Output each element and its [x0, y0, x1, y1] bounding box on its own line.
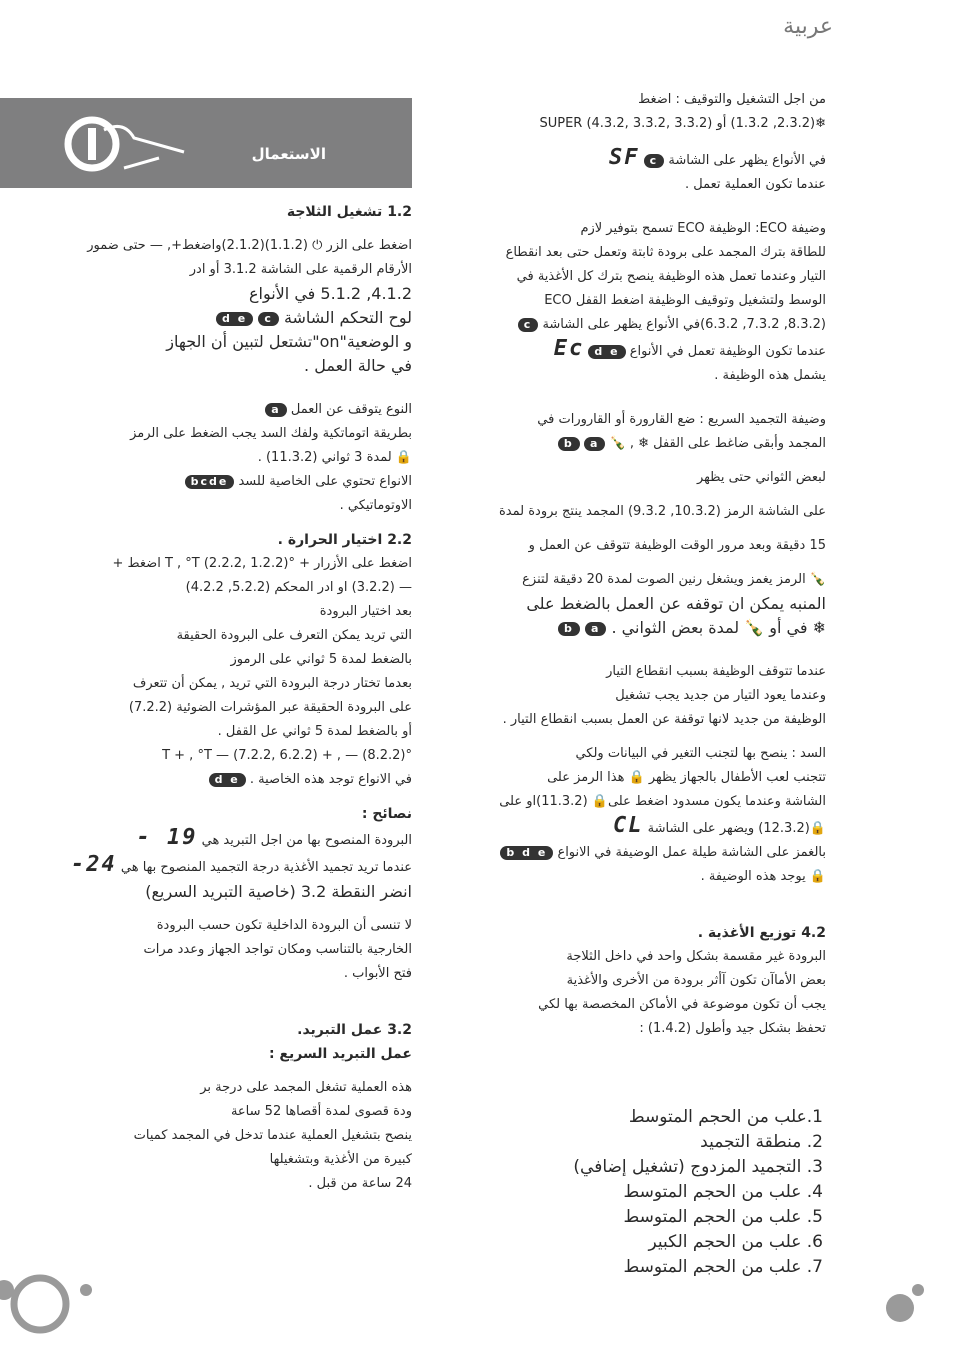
line-text: بالغمز على الشاشة طيلة عمل الوضيفة في الانواع: [557, 845, 826, 860]
left-line: [10, 422, 412, 446]
model-badge: c: [258, 312, 279, 326]
left-line: [10, 744, 412, 768]
model-badge: b: [558, 437, 580, 451]
line-text: تحفظ بشكل جيد وأطول (1.4.2) :: [639, 1021, 826, 1036]
line-text: ينصح بتشغيل العملية عندما تدخل في المجمد كميات: [133, 1128, 412, 1143]
line-text: الاوتوماتيكي .: [339, 498, 412, 513]
line-text: ❄ في أو 🍾 لمدة بعض الثواني .: [611, 618, 826, 637]
left-line: [10, 576, 412, 600]
line-text: 1.2 تشغيل الثلاجة: [286, 204, 412, 220]
display-readout: Ec: [553, 336, 585, 361]
left-line: [10, 720, 412, 744]
line-text: على الشاشة الرمز (10.3.2, 9.3.2) المجمد ينتج برودة لمدة: [498, 504, 826, 519]
line-text: في الانواع توجد هذه الخاصية .: [249, 772, 412, 787]
model-badge: d e: [588, 345, 625, 359]
right-line: [460, 921, 826, 945]
left-line: [10, 880, 412, 904]
right-line: [460, 173, 826, 197]
right-line: [460, 592, 826, 616]
line-text: عندما تكون الوظيفة تعمل في الأنواع: [629, 344, 826, 359]
right-line: [460, 814, 826, 841]
line-text: يجب أن تكون موضوعة في الأماكن المخصصة بها لكي: [538, 997, 826, 1012]
line-text: كبيرة من الأغذية وبتشغيلها: [269, 1152, 412, 1167]
line-text: 3.2 عمل التبريد.: [297, 1022, 412, 1038]
line-text: بالضغط لمدة 5 ثواني على الرموز: [230, 652, 412, 667]
display-readout: CL: [613, 813, 644, 838]
left-line: [10, 672, 412, 696]
left-line: [10, 1124, 412, 1148]
right-line: [460, 660, 826, 684]
line-text: انضر النقطة 3.2 (خاصية التبريد السريع): [145, 882, 412, 901]
left-line: [10, 1076, 412, 1100]
line-text: البرودة المنصوح بها من اجل التبريد هي: [201, 833, 412, 848]
language-label: عربية: [783, 14, 833, 39]
decorative-circles-left: [0, 1262, 100, 1342]
left-line: [10, 330, 412, 354]
left-line: [10, 258, 412, 282]
line-text: تتجنب لعب الأطفال بالجهاز يظهر 🔒 هذا الرمز على: [547, 770, 826, 785]
list-item: 7. علب من الحجم المتوسط: [623, 1257, 823, 1277]
list-item: 3. التجميد المزدوج (تشغيل إضافي): [573, 1157, 823, 1177]
left-line: [10, 446, 412, 470]
left-column: [10, 200, 412, 1196]
line-text: على البرودة الحقيقة عبر المؤشرات الضوئية (7.2.2): [128, 700, 412, 715]
line-text: و الوضعية"on"تشتعل لتبين أن الجهاز: [166, 332, 412, 351]
right-line: [460, 241, 826, 265]
line-text: 🍾 الرمز يغمز ويشغل رنين الصوت لمدة 20 دقيقة لتنزع: [522, 572, 826, 587]
right-line: [460, 313, 826, 337]
list-item: 6. علب من الحجم الكبير: [648, 1232, 823, 1252]
right-line: [460, 568, 826, 592]
hand-touch-icon: [64, 110, 194, 180]
line-text: 🔒 يوجد هذه الوضيفة .: [700, 869, 826, 884]
line-text: للطاقة بترك المجمد على برودة ثابتة وتعمل حتى بعد انقطاع: [505, 245, 826, 260]
line-text: يشمل هذه الوظيفة .: [714, 368, 826, 383]
line-text: أو بالضغط لمدة 5 ثواني عل القفل .: [217, 724, 412, 739]
line-text: البرودة غير مقسمة بشكل واحد في داخل الثلاجة: [566, 949, 826, 964]
left-line: [10, 938, 412, 962]
left-line: [10, 282, 412, 306]
model-badge: c: [518, 318, 539, 332]
line-text: بعدما تختار درجة البرودة التي تريد , يمكن أن تتعرف: [132, 676, 412, 691]
left-line: [10, 354, 412, 378]
right-line: [460, 534, 826, 558]
line-text: لبعض الثواني حتى يظهر: [697, 470, 826, 485]
right-line: [460, 865, 826, 889]
left-line: [10, 1148, 412, 1172]
list-item: 5. علب من الحجم المتوسط: [623, 1207, 823, 1227]
storage-zones-list: [573, 1105, 823, 1280]
right-line: [460, 500, 826, 524]
model-badge: bcde: [185, 475, 235, 489]
left-line: [10, 802, 412, 826]
list-item: 4. علب من الحجم المتوسط: [623, 1182, 823, 1202]
model-badge: a: [584, 437, 605, 451]
left-line: [10, 648, 412, 672]
line-text: الشاشة وعندما يكون مسدود اضغط على🔒 (11.3.2)او على: [499, 794, 826, 809]
right-line: [460, 289, 826, 313]
line-text: عمل التبريد السريع :: [268, 1046, 412, 1062]
line-text: في حالة العمل .: [304, 356, 412, 375]
line-text: التي تريد يمكن التعرف على البرودة الحقيقة: [176, 628, 412, 643]
right-line: [460, 432, 826, 456]
right-line: [460, 112, 826, 136]
left-line: [10, 1018, 412, 1042]
model-badge: d e: [216, 312, 253, 326]
line-text: وعندما يعود التيار من جديد يجب تشغيل: [615, 688, 826, 703]
decorative-circles-right: [880, 1282, 930, 1332]
line-text: 2.2 اختيار الحرارة .: [277, 532, 412, 548]
left-line: [10, 962, 412, 986]
line-text: اضغط على الأزرار + °T , °T (2.2.2, 1.2.2) اضغط +: [112, 556, 412, 571]
line-text: المنبه يمكن ان توقفه عن العمل بالضغط على: [526, 594, 826, 613]
left-line: [10, 200, 412, 224]
right-line: [460, 337, 826, 364]
model-badge: d e: [209, 773, 246, 787]
line-text: عندما تكون العملية تعمل .: [685, 177, 826, 192]
left-line: [10, 826, 412, 853]
line-text: وضيفة التجميد السريع : ضع القارورة أو القارورات في: [537, 412, 826, 427]
header-title: الاستعمال: [251, 145, 326, 163]
line-text: لوح التحكم الشاشة: [283, 308, 412, 327]
line-text: عندما تريد تجميد الأغذية درجة التجميد المنصوح بها هي: [120, 860, 412, 875]
left-line: [10, 624, 412, 648]
line-text: الخارجية بالتناسب ومكان تواجد الجهاز وعدد مرات: [143, 942, 412, 957]
line-text: من اجل التشغيل والتوقيف : اضغط: [638, 92, 826, 107]
right-line: [460, 945, 826, 969]
right-line: [460, 265, 826, 289]
line-text: ودة قصوى لمدة أقصاها 52 ساعة: [230, 1104, 412, 1119]
section-header-bar: [0, 98, 412, 188]
line-text: وضيفة ECO: الوظيفة ECO تسمح بتوفير لازم: [580, 221, 826, 236]
right-line: [460, 1017, 826, 1041]
list-item: 2. منطقة التجميد: [700, 1132, 823, 1152]
line-text: بطريقة اتوماتكية ولفك السد يجب الضغط على الرمز: [130, 426, 412, 441]
left-line: [10, 528, 412, 552]
left-line: [10, 1042, 412, 1066]
line-text: السد : ينصح بها لتجنب التغير في البيانات ولكي: [575, 746, 826, 761]
left-line: [10, 470, 412, 494]
right-line: [460, 742, 826, 766]
left-line: [10, 494, 412, 518]
line-text: الأرقام الرقمية على الشاشة 3.1.2 أو ادر: [189, 262, 412, 277]
line-text: ❄(2.3.2, 1.3.2) أو SUPER (4.3.2, 3.3.2, 3.3.2): [539, 116, 826, 131]
right-line: [460, 684, 826, 708]
left-line: [10, 1100, 412, 1124]
line-text: بعض الأماآن تكون آأثر برودة من الأخرى والأغذية: [566, 973, 826, 988]
right-line: [460, 146, 826, 173]
left-line: [10, 398, 412, 422]
line-text: الانواع تحتوي على الخاصية للسد: [238, 474, 412, 489]
right-line: [460, 364, 826, 388]
right-line: [460, 217, 826, 241]
model-badge: b d e: [500, 846, 553, 860]
left-line: [10, 1172, 412, 1196]
right-line: [460, 466, 826, 490]
model-badge: a: [585, 622, 606, 636]
right-line: [460, 616, 826, 640]
display-readout: - 19: [136, 825, 198, 850]
left-line: [10, 552, 412, 576]
line-text: نصائح :: [361, 806, 412, 822]
right-line: [460, 841, 826, 865]
left-line: [10, 853, 412, 880]
model-badge: b: [558, 622, 580, 636]
line-text: 24 ساعة من قبل .: [308, 1176, 412, 1191]
right-line: [460, 766, 826, 790]
line-text: التيار وعندما تعمل هذه الوظيفة ينصح بترك كل الأغذية في: [516, 269, 826, 284]
right-line: [460, 88, 826, 112]
line-text: اضغط على الزر ⏻ (1.1.2)(2.1.2)واضغط+, — حتى ضمور: [87, 238, 412, 253]
right-line: [460, 993, 826, 1017]
list-item: 1.علب من الحجم المتوسط: [628, 1107, 823, 1127]
line-text: 4.1.2, 5.1.2 في الأنواع: [248, 284, 412, 303]
line-text: 4.2 توزيع الأغذية .: [697, 925, 826, 941]
line-text: فتح الأبواب .: [343, 966, 412, 981]
right-line: [460, 408, 826, 432]
line-text: 15 دقيقة وبعد مرور الوقت الوظيفة تتوقف عن العمل و: [528, 538, 826, 553]
line-text: لا تنسى أن البرودة الداخلية تكون حسب البرودة: [156, 918, 412, 933]
display-readout: -24: [71, 852, 117, 877]
line-text: — (3.2.2) او ادر المحكم (5.2.2, 4.2.2): [185, 580, 412, 595]
line-text: النوع يتوقف عن العمل: [290, 402, 412, 417]
line-text: (8.3.2, 7.3.2, 6.3.2)في الأنواع يظهر على الشاشة: [542, 317, 826, 332]
right-line: [460, 969, 826, 993]
model-badge: a: [265, 403, 286, 417]
left-line: [10, 306, 412, 330]
line-text: °T + , °T — (7.2.2, 6.2.2) + , — (8.2.2): [162, 748, 412, 763]
left-line: [10, 914, 412, 938]
left-line: [10, 600, 412, 624]
line-text: 🔒 لمدة 3 ثواني (11.3.2) .: [257, 450, 412, 465]
model-badge: c: [644, 154, 665, 168]
line-text: عندما تتوقف الوظيفة بسبب انقطاع التيار: [606, 664, 826, 679]
right-line: [460, 790, 826, 814]
line-text: الوسط ولتشغيل وتوقيف الوظيفة اضغط القفل ECO: [544, 293, 826, 308]
right-line: [460, 708, 826, 732]
line-text: بعد اختيار البرودة: [319, 604, 412, 619]
display-readout: SF: [609, 145, 640, 170]
right-column: [460, 88, 826, 1041]
line-text: المجمد وأبقى ضاغط على القفل ❄ , 🍾: [609, 436, 826, 451]
line-text: 🔒(12.3.2) ويضهر على الشاشة: [647, 821, 826, 836]
line-text: الوظيفة من جديد لانها توقفة عن العمل بسبب انقطاع التيار .: [502, 712, 826, 727]
line-text: هذه العملية تشغل المجمد على درجة بر: [200, 1080, 412, 1095]
left-line: [10, 768, 412, 792]
left-line: [10, 234, 412, 258]
line-text: في الأنواع يظهر على الشاشة: [668, 153, 826, 168]
left-line: [10, 696, 412, 720]
